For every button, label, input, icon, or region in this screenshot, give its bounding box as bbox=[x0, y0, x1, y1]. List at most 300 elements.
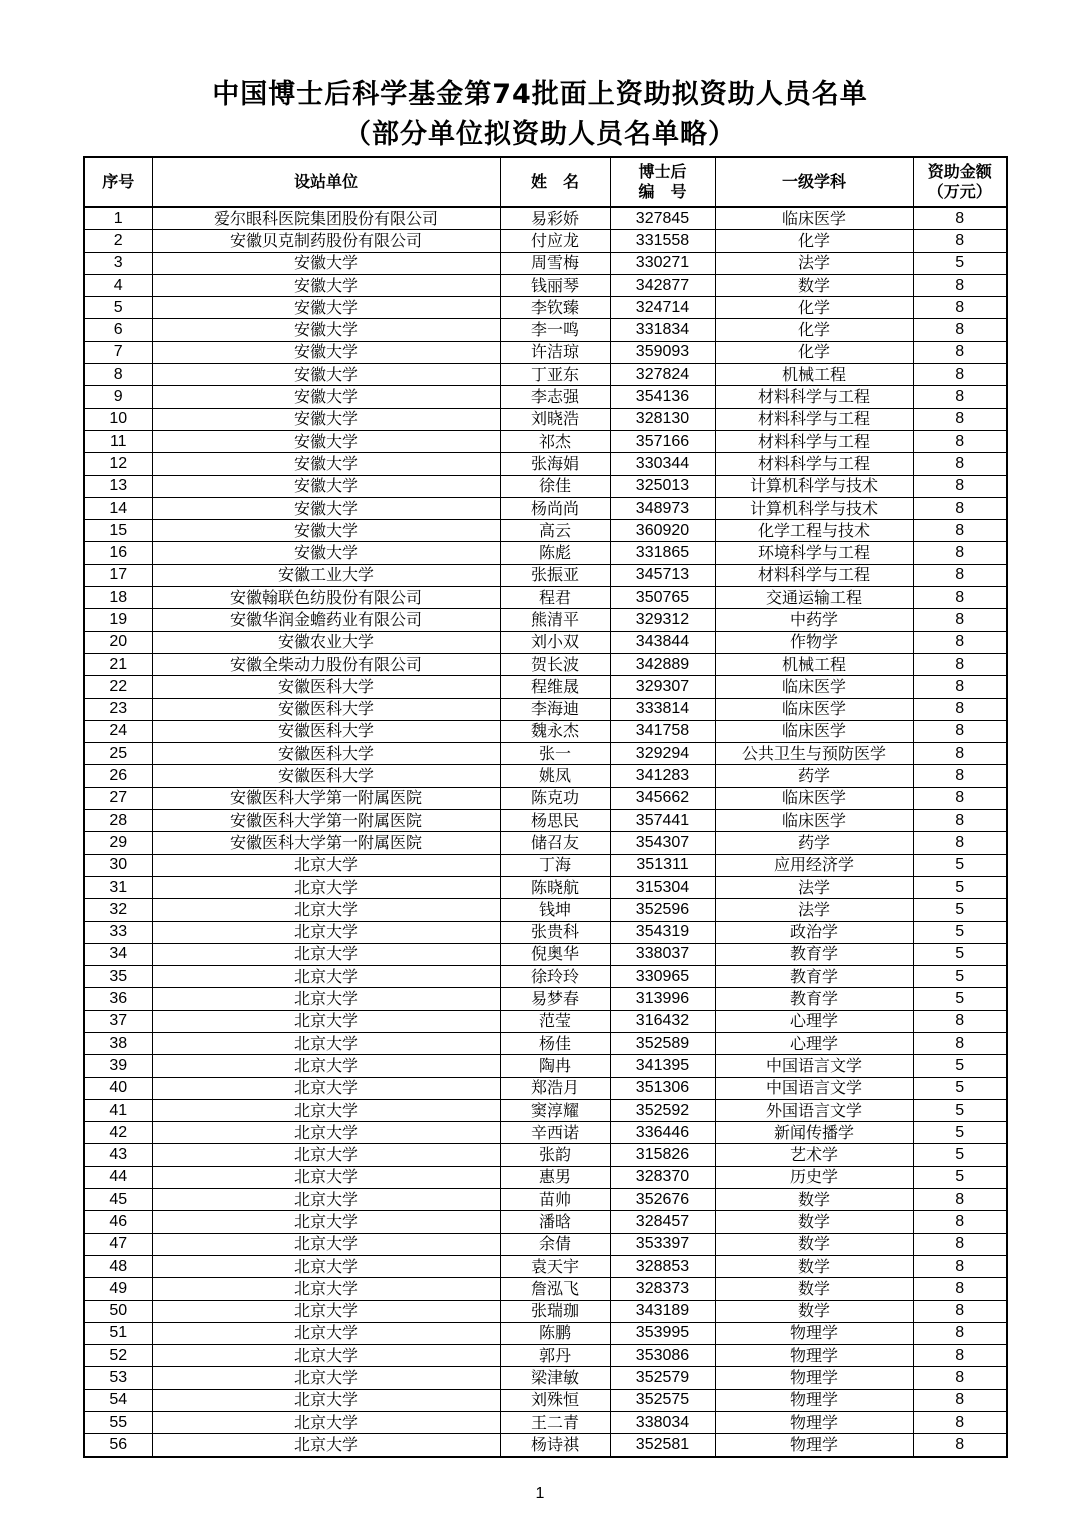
table-row bbox=[84, 587, 1007, 609]
cell-name: 李志强 bbox=[500, 386, 610, 408]
cell-subject: 教育学 bbox=[715, 943, 913, 965]
cell-name: 易梦春 bbox=[500, 988, 610, 1010]
cell-seq: 49 bbox=[84, 1278, 152, 1300]
cell-subject: 环境科学与工程 bbox=[715, 542, 913, 564]
cell-unit: 安徽大学 bbox=[152, 319, 500, 341]
table-row bbox=[84, 341, 1007, 363]
cell-code: 352592 bbox=[610, 1099, 715, 1121]
table-body bbox=[84, 207, 1007, 1457]
cell-subject: 数学 bbox=[715, 1233, 913, 1255]
cell-unit: 北京大学 bbox=[152, 1300, 500, 1322]
cell-code: 357441 bbox=[610, 810, 715, 832]
cell-amount: 8 bbox=[913, 1367, 1007, 1389]
cell-subject: 数学 bbox=[715, 1300, 913, 1322]
cell-unit: 北京大学 bbox=[152, 1389, 500, 1411]
cell-unit: 安徽医科大学 bbox=[152, 698, 500, 720]
cell-seq: 29 bbox=[84, 832, 152, 854]
cell-subject: 教育学 bbox=[715, 966, 913, 988]
cell-amount: 8 bbox=[913, 609, 1007, 631]
cell-name: 徐佳 bbox=[500, 475, 610, 497]
cell-unit: 安徽农业大学 bbox=[152, 631, 500, 653]
cell-unit: 安徽大学 bbox=[152, 497, 500, 519]
cell-subject: 临床医学 bbox=[715, 207, 913, 230]
table-row bbox=[84, 966, 1007, 988]
cell-seq: 38 bbox=[84, 1032, 152, 1054]
cell-seq: 42 bbox=[84, 1122, 152, 1144]
table-row bbox=[84, 1211, 1007, 1233]
cell-name: 辛西诺 bbox=[500, 1122, 610, 1144]
cell-code: 353086 bbox=[610, 1345, 715, 1367]
header-code bbox=[610, 157, 715, 207]
cell-unit: 安徽贝克制药股份有限公司 bbox=[152, 230, 500, 252]
cell-subject: 中国语言文学 bbox=[715, 1055, 913, 1077]
cell-amount: 5 bbox=[913, 988, 1007, 1010]
cell-name: 丁亚东 bbox=[500, 364, 610, 386]
cell-amount: 8 bbox=[913, 765, 1007, 787]
cell-subject: 计算机科学与技术 bbox=[715, 475, 913, 497]
table-row bbox=[84, 631, 1007, 653]
cell-code: 352589 bbox=[610, 1032, 715, 1054]
cell-amount: 8 bbox=[913, 1322, 1007, 1344]
cell-unit: 北京大学 bbox=[152, 899, 500, 921]
cell-name: 李钦臻 bbox=[500, 297, 610, 319]
cell-name: 郑浩月 bbox=[500, 1077, 610, 1099]
table-row bbox=[84, 497, 1007, 519]
cell-unit: 安徽大学 bbox=[152, 274, 500, 296]
page-number: 1 bbox=[535, 1485, 545, 1502]
table-row bbox=[84, 1434, 1007, 1457]
cell-unit: 北京大学 bbox=[152, 1345, 500, 1367]
cell-subject: 物理学 bbox=[715, 1345, 913, 1367]
cell-code: 350765 bbox=[610, 587, 715, 609]
cell-amount: 8 bbox=[913, 1300, 1007, 1322]
cell-name: 杨思民 bbox=[500, 810, 610, 832]
cell-unit: 北京大学 bbox=[152, 1233, 500, 1255]
cell-amount: 8 bbox=[913, 520, 1007, 542]
cell-code: 353397 bbox=[610, 1233, 715, 1255]
cell-subject: 外国语言文学 bbox=[715, 1099, 913, 1121]
cell-unit: 北京大学 bbox=[152, 1055, 500, 1077]
cell-seq: 34 bbox=[84, 943, 152, 965]
cell-unit: 北京大学 bbox=[152, 1144, 500, 1166]
cell-seq: 32 bbox=[84, 899, 152, 921]
table-row bbox=[84, 207, 1007, 230]
cell-name: 窦淳耀 bbox=[500, 1099, 610, 1121]
cell-seq: 39 bbox=[84, 1055, 152, 1077]
cell-name: 贺长波 bbox=[500, 653, 610, 675]
cell-subject: 机械工程 bbox=[715, 364, 913, 386]
cell-subject: 中国语言文学 bbox=[715, 1077, 913, 1099]
cell-unit: 安徽全柴动力股份有限公司 bbox=[152, 653, 500, 675]
cell-code: 341758 bbox=[610, 720, 715, 742]
cell-code: 352575 bbox=[610, 1389, 715, 1411]
table-row bbox=[84, 1144, 1007, 1166]
table-row bbox=[84, 386, 1007, 408]
cell-amount: 8 bbox=[913, 364, 1007, 386]
cell-amount: 5 bbox=[913, 966, 1007, 988]
header-amount-line2: （万元） bbox=[927, 182, 992, 201]
cell-subject: 数学 bbox=[715, 1255, 913, 1277]
cell-name: 魏永杰 bbox=[500, 720, 610, 742]
header-subject: 一级学科 bbox=[715, 157, 913, 207]
cell-name: 余倩 bbox=[500, 1233, 610, 1255]
cell-code: 330344 bbox=[610, 453, 715, 475]
table-row bbox=[84, 564, 1007, 586]
cell-subject: 临床医学 bbox=[715, 787, 913, 809]
cell-subject: 数学 bbox=[715, 1278, 913, 1300]
cell-unit: 安徽大学 bbox=[152, 297, 500, 319]
header-amount bbox=[913, 157, 1007, 207]
cell-code: 360920 bbox=[610, 520, 715, 542]
table-row bbox=[84, 1233, 1007, 1255]
cell-subject: 作物学 bbox=[715, 631, 913, 653]
cell-name: 倪奥华 bbox=[500, 943, 610, 965]
cell-seq: 18 bbox=[84, 587, 152, 609]
table-row bbox=[84, 364, 1007, 386]
cell-subject: 数学 bbox=[715, 274, 913, 296]
cell-subject: 法学 bbox=[715, 899, 913, 921]
cell-unit: 安徽大学 bbox=[152, 386, 500, 408]
cell-name: 刘殊恒 bbox=[500, 1389, 610, 1411]
table-row bbox=[84, 1189, 1007, 1211]
cell-code: 328853 bbox=[610, 1255, 715, 1277]
table-row bbox=[84, 1389, 1007, 1411]
table-row bbox=[84, 1032, 1007, 1054]
cell-unit: 北京大学 bbox=[152, 966, 500, 988]
table-row bbox=[84, 1367, 1007, 1389]
cell-subject: 心理学 bbox=[715, 1010, 913, 1032]
cell-subject: 法学 bbox=[715, 252, 913, 274]
table-row bbox=[84, 1166, 1007, 1188]
cell-name: 杨尚尚 bbox=[500, 497, 610, 519]
cell-seq: 52 bbox=[84, 1345, 152, 1367]
cell-subject: 临床医学 bbox=[715, 676, 913, 698]
table-row bbox=[84, 653, 1007, 675]
cell-amount: 5 bbox=[913, 921, 1007, 943]
table-row bbox=[84, 787, 1007, 809]
cell-subject: 材料科学与工程 bbox=[715, 386, 913, 408]
cell-unit: 北京大学 bbox=[152, 943, 500, 965]
cell-unit: 安徽大学 bbox=[152, 520, 500, 542]
cell-name: 李海迪 bbox=[500, 698, 610, 720]
cell-amount: 5 bbox=[913, 943, 1007, 965]
cell-seq: 15 bbox=[84, 520, 152, 542]
cell-seq: 2 bbox=[84, 230, 152, 252]
cell-code: 325013 bbox=[610, 475, 715, 497]
cell-name: 张海娟 bbox=[500, 453, 610, 475]
cell-amount: 5 bbox=[913, 1144, 1007, 1166]
table-row bbox=[84, 1322, 1007, 1344]
cell-subject: 应用经济学 bbox=[715, 854, 913, 876]
cell-unit: 北京大学 bbox=[152, 1322, 500, 1344]
cell-subject: 机械工程 bbox=[715, 653, 913, 675]
cell-amount: 8 bbox=[913, 1032, 1007, 1054]
table-row bbox=[84, 430, 1007, 452]
page-subtitle: （部分单位拟资助人员名单略） bbox=[344, 119, 736, 150]
table-row bbox=[84, 743, 1007, 765]
cell-unit: 北京大学 bbox=[152, 1166, 500, 1188]
cell-seq: 9 bbox=[84, 386, 152, 408]
cell-name: 许洁琼 bbox=[500, 341, 610, 363]
header-name: 姓 名 bbox=[500, 157, 610, 207]
cell-subject: 材料科学与工程 bbox=[715, 453, 913, 475]
table-row bbox=[84, 1278, 1007, 1300]
table-row bbox=[84, 408, 1007, 430]
cell-amount: 8 bbox=[913, 1278, 1007, 1300]
cell-name: 刘小双 bbox=[500, 631, 610, 653]
cell-subject: 物理学 bbox=[715, 1412, 913, 1434]
cell-seq: 43 bbox=[84, 1144, 152, 1166]
cell-amount: 8 bbox=[913, 787, 1007, 809]
cell-seq: 6 bbox=[84, 319, 152, 341]
cell-subject: 临床医学 bbox=[715, 698, 913, 720]
cell-seq: 23 bbox=[84, 698, 152, 720]
table-row bbox=[84, 943, 1007, 965]
cell-amount: 5 bbox=[913, 1166, 1007, 1188]
cell-seq: 11 bbox=[84, 430, 152, 452]
cell-unit: 北京大学 bbox=[152, 1412, 500, 1434]
cell-code: 338034 bbox=[610, 1412, 715, 1434]
cell-name: 周雪梅 bbox=[500, 252, 610, 274]
cell-seq: 36 bbox=[84, 988, 152, 1010]
table-row bbox=[84, 1412, 1007, 1434]
cell-subject: 临床医学 bbox=[715, 810, 913, 832]
cell-name: 杨诗祺 bbox=[500, 1434, 610, 1457]
table-row bbox=[84, 899, 1007, 921]
cell-unit: 北京大学 bbox=[152, 1099, 500, 1121]
cell-amount: 8 bbox=[913, 743, 1007, 765]
header-unit: 设站单位 bbox=[152, 157, 500, 207]
cell-name: 陶冉 bbox=[500, 1055, 610, 1077]
cell-name: 丁海 bbox=[500, 854, 610, 876]
cell-amount: 8 bbox=[913, 1211, 1007, 1233]
cell-seq: 12 bbox=[84, 453, 152, 475]
cell-unit: 北京大学 bbox=[152, 1367, 500, 1389]
cell-amount: 8 bbox=[913, 810, 1007, 832]
cell-name: 李一鸣 bbox=[500, 319, 610, 341]
table-row bbox=[84, 765, 1007, 787]
cell-amount: 8 bbox=[913, 408, 1007, 430]
table-row bbox=[84, 921, 1007, 943]
cell-seq: 27 bbox=[84, 787, 152, 809]
cell-subject: 化学 bbox=[715, 319, 913, 341]
table-row bbox=[84, 720, 1007, 742]
cell-seq: 55 bbox=[84, 1412, 152, 1434]
cell-seq: 1 bbox=[84, 207, 152, 230]
cell-code: 343844 bbox=[610, 631, 715, 653]
cell-code: 353995 bbox=[610, 1322, 715, 1344]
cell-amount: 5 bbox=[913, 1055, 1007, 1077]
cell-name: 陈彪 bbox=[500, 542, 610, 564]
cell-unit: 安徽医科大学 bbox=[152, 765, 500, 787]
cell-subject: 交通运输工程 bbox=[715, 587, 913, 609]
cell-subject: 物理学 bbox=[715, 1389, 913, 1411]
cell-subject: 材料科学与工程 bbox=[715, 430, 913, 452]
cell-seq: 54 bbox=[84, 1389, 152, 1411]
cell-unit: 北京大学 bbox=[152, 921, 500, 943]
cell-amount: 8 bbox=[913, 230, 1007, 252]
cell-amount: 8 bbox=[913, 341, 1007, 363]
cell-amount: 8 bbox=[913, 542, 1007, 564]
cell-seq: 40 bbox=[84, 1077, 152, 1099]
cell-amount: 8 bbox=[913, 1345, 1007, 1367]
cell-code: 329307 bbox=[610, 676, 715, 698]
cell-seq: 26 bbox=[84, 765, 152, 787]
cell-code: 329294 bbox=[610, 743, 715, 765]
cell-name: 张韵 bbox=[500, 1144, 610, 1166]
cell-name: 张瑞珈 bbox=[500, 1300, 610, 1322]
cell-name: 钱坤 bbox=[500, 899, 610, 921]
table-row bbox=[84, 1300, 1007, 1322]
cell-seq: 22 bbox=[84, 676, 152, 698]
cell-seq: 24 bbox=[84, 720, 152, 742]
cell-unit: 安徽工业大学 bbox=[152, 564, 500, 586]
header-seq: 序号 bbox=[84, 157, 152, 207]
cell-code: 357166 bbox=[610, 430, 715, 452]
cell-unit: 安徽医科大学第一附属医院 bbox=[152, 810, 500, 832]
cell-subject: 物理学 bbox=[715, 1434, 913, 1457]
cell-subject: 教育学 bbox=[715, 988, 913, 1010]
table-row bbox=[84, 297, 1007, 319]
cell-amount: 8 bbox=[913, 1389, 1007, 1411]
cell-name: 惠男 bbox=[500, 1166, 610, 1188]
cell-unit: 北京大学 bbox=[152, 854, 500, 876]
cell-name: 熊清平 bbox=[500, 609, 610, 631]
cell-name: 徐玲玲 bbox=[500, 966, 610, 988]
cell-code: 331834 bbox=[610, 319, 715, 341]
cell-subject: 政治学 bbox=[715, 921, 913, 943]
cell-name: 范莹 bbox=[500, 1010, 610, 1032]
cell-code: 328370 bbox=[610, 1166, 715, 1188]
cell-amount: 8 bbox=[913, 497, 1007, 519]
cell-code: 331865 bbox=[610, 542, 715, 564]
cell-seq: 46 bbox=[84, 1211, 152, 1233]
table-row bbox=[84, 475, 1007, 497]
cell-code: 324714 bbox=[610, 297, 715, 319]
cell-code: 315826 bbox=[610, 1144, 715, 1166]
cell-name: 梁津敏 bbox=[500, 1367, 610, 1389]
cell-name: 姚凤 bbox=[500, 765, 610, 787]
cell-subject: 物理学 bbox=[715, 1367, 913, 1389]
cell-amount: 8 bbox=[913, 653, 1007, 675]
cell-code: 328373 bbox=[610, 1278, 715, 1300]
cell-seq: 14 bbox=[84, 497, 152, 519]
cell-unit: 北京大学 bbox=[152, 1122, 500, 1144]
cell-amount: 8 bbox=[913, 207, 1007, 230]
cell-amount: 8 bbox=[913, 698, 1007, 720]
cell-subject: 物理学 bbox=[715, 1322, 913, 1344]
cell-code: 330965 bbox=[610, 966, 715, 988]
cell-seq: 17 bbox=[84, 564, 152, 586]
cell-unit: 安徽医科大学第一附属医院 bbox=[152, 832, 500, 854]
table-row bbox=[84, 230, 1007, 252]
table-row bbox=[84, 1010, 1007, 1032]
cell-amount: 8 bbox=[913, 297, 1007, 319]
table-row bbox=[84, 252, 1007, 274]
page-title: 中国博士后科学基金第74批面上资助拟资助人员名单 bbox=[212, 79, 868, 110]
cell-amount: 8 bbox=[913, 631, 1007, 653]
cell-seq: 30 bbox=[84, 854, 152, 876]
cell-amount: 8 bbox=[913, 587, 1007, 609]
cell-subject: 药学 bbox=[715, 765, 913, 787]
cell-subject: 临床医学 bbox=[715, 720, 913, 742]
cell-subject: 化学 bbox=[715, 297, 913, 319]
cell-name: 陈克功 bbox=[500, 787, 610, 809]
cell-code: 327824 bbox=[610, 364, 715, 386]
table-row bbox=[84, 319, 1007, 341]
cell-code: 351306 bbox=[610, 1077, 715, 1099]
cell-subject: 公共卫生与预防医学 bbox=[715, 743, 913, 765]
cell-code: 345713 bbox=[610, 564, 715, 586]
cell-unit: 安徽医科大学 bbox=[152, 743, 500, 765]
table-row bbox=[84, 1122, 1007, 1144]
cell-seq: 48 bbox=[84, 1255, 152, 1277]
cell-unit: 安徽华润金蟾药业有限公司 bbox=[152, 609, 500, 631]
cell-seq: 25 bbox=[84, 743, 152, 765]
cell-amount: 8 bbox=[913, 1189, 1007, 1211]
cell-seq: 37 bbox=[84, 1010, 152, 1032]
cell-unit: 北京大学 bbox=[152, 1032, 500, 1054]
cell-unit: 安徽大学 bbox=[152, 364, 500, 386]
cell-seq: 56 bbox=[84, 1434, 152, 1457]
cell-name: 程君 bbox=[500, 587, 610, 609]
table-row bbox=[84, 542, 1007, 564]
cell-code: 345662 bbox=[610, 787, 715, 809]
cell-code: 315304 bbox=[610, 876, 715, 898]
cell-code: 341283 bbox=[610, 765, 715, 787]
cell-amount: 5 bbox=[913, 1099, 1007, 1121]
cell-subject: 材料科学与工程 bbox=[715, 564, 913, 586]
cell-amount: 8 bbox=[913, 1233, 1007, 1255]
cell-code: 336446 bbox=[610, 1122, 715, 1144]
cell-unit: 安徽大学 bbox=[152, 341, 500, 363]
cell-subject: 数学 bbox=[715, 1189, 913, 1211]
cell-seq: 19 bbox=[84, 609, 152, 631]
cell-unit: 安徽大学 bbox=[152, 408, 500, 430]
cell-unit: 北京大学 bbox=[152, 876, 500, 898]
cell-code: 333814 bbox=[610, 698, 715, 720]
cell-unit: 安徽大学 bbox=[152, 430, 500, 452]
cell-unit: 北京大学 bbox=[152, 988, 500, 1010]
table-row bbox=[84, 274, 1007, 296]
cell-name: 陈鹏 bbox=[500, 1322, 610, 1344]
cell-seq: 4 bbox=[84, 274, 152, 296]
cell-seq: 3 bbox=[84, 252, 152, 274]
cell-amount: 5 bbox=[913, 876, 1007, 898]
cell-amount: 5 bbox=[913, 1122, 1007, 1144]
cell-name: 张贵科 bbox=[500, 921, 610, 943]
cell-unit: 北京大学 bbox=[152, 1255, 500, 1277]
table-row bbox=[84, 1077, 1007, 1099]
table-row bbox=[84, 988, 1007, 1010]
cell-name: 储召友 bbox=[500, 832, 610, 854]
cell-code: 342889 bbox=[610, 653, 715, 675]
cell-unit: 北京大学 bbox=[152, 1077, 500, 1099]
cell-name: 潘晗 bbox=[500, 1211, 610, 1233]
cell-name: 陈晓航 bbox=[500, 876, 610, 898]
cell-seq: 5 bbox=[84, 297, 152, 319]
cell-unit: 安徽大学 bbox=[152, 453, 500, 475]
cell-code: 341395 bbox=[610, 1055, 715, 1077]
cell-subject: 法学 bbox=[715, 876, 913, 898]
cell-unit: 安徽大学 bbox=[152, 542, 500, 564]
cell-code: 313996 bbox=[610, 988, 715, 1010]
cell-unit: 北京大学 bbox=[152, 1434, 500, 1457]
cell-unit: 安徽大学 bbox=[152, 475, 500, 497]
cell-subject: 化学工程与技术 bbox=[715, 520, 913, 542]
cell-name: 付应龙 bbox=[500, 230, 610, 252]
cell-unit: 北京大学 bbox=[152, 1010, 500, 1032]
